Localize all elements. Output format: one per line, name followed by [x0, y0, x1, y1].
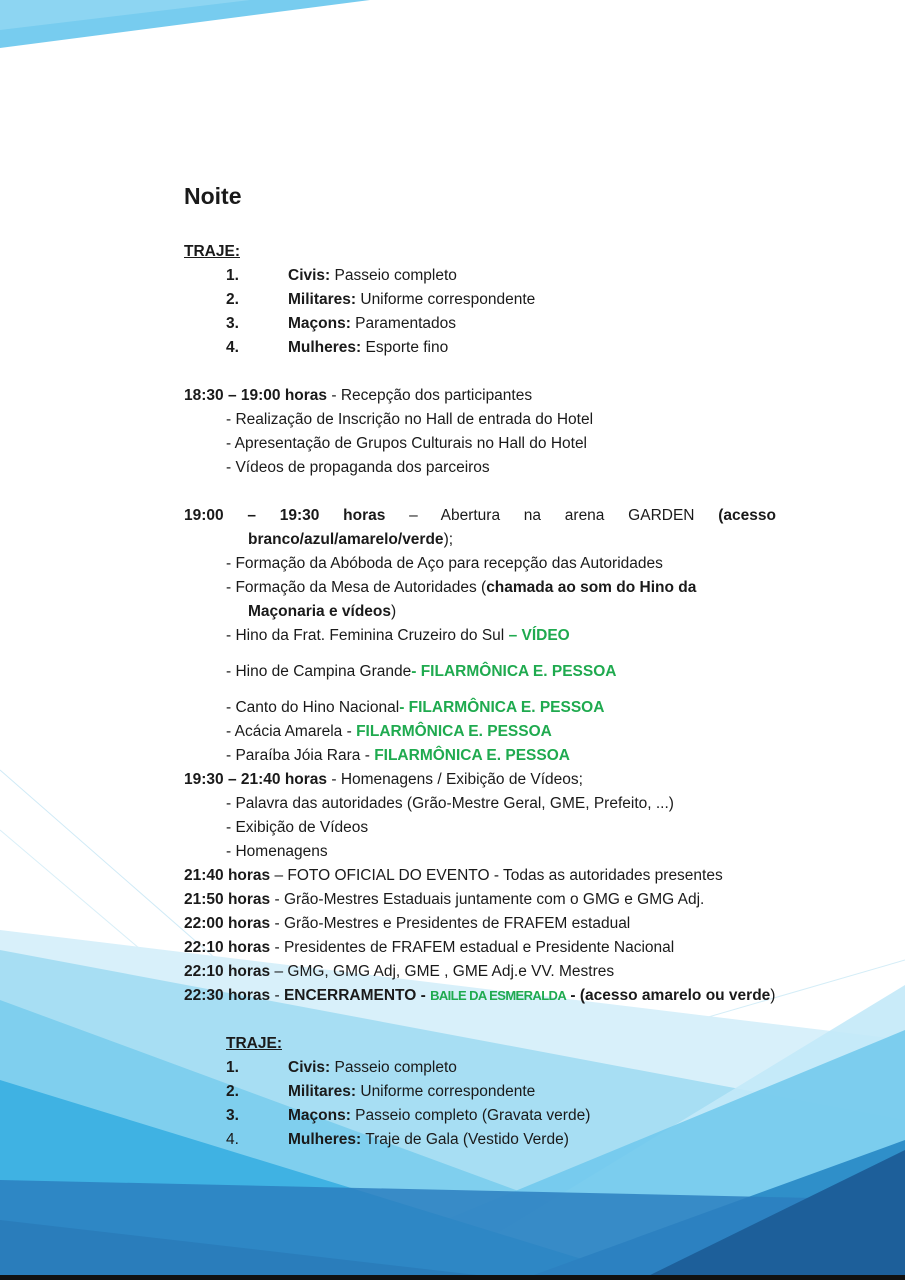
schedule-entry: 19:30 – 21:40 horas - Homenagens / Exibição de Vídeos;: [184, 771, 583, 788]
schedule-entry: 19:00 – 19:30 horas – Abertura na arena GARDEN (acesso: [184, 507, 776, 524]
list-item: 2. Militares: Uniforme correspondente: [226, 1083, 536, 1100]
list-item: 4. Mulheres: Esporte fino: [226, 339, 449, 356]
schedule-entry: 22:00 horas - Grão-Mestres e Presidentes de FRAFEM estadual: [184, 915, 631, 932]
schedule-subitem-continuation: Maçonaria e vídeos): [248, 603, 397, 620]
schedule-entry: 18:30 – 19:00 horas - Recepção dos participantes: [184, 387, 533, 404]
schedule-entry: 22:10 horas - Presidentes de FRAFEM estadual e Presidente Nacional: [184, 939, 675, 956]
schedule-subitem: - Homenagens: [226, 843, 328, 860]
schedule-subitem: - Hino de Campina Grande- FILARMÔNICA E. PESSOA: [226, 663, 617, 680]
schedule-subitem: - Formação da Abóboda de Aço para recepção das Autoridades: [226, 555, 663, 572]
list-item: 3. Maçons: Passeio completo (Gravata verde): [226, 1107, 591, 1124]
list-item: 2. Militares: Uniforme correspondente: [226, 291, 536, 308]
schedule-subitem: - Formação da Mesa de Autoridades (chamada ao som do Hino da: [226, 579, 697, 596]
schedule-entry: 22:10 horas – GMG, GMG Adj, GME , GME Adj.e VV. Mestres: [184, 963, 615, 980]
page-title: Noite: [184, 183, 242, 209]
schedule-entry-closing: 22:30 horas - ENCERRAMENTO - BAILE DA ESMERALDA - (acesso amarelo ou verde): [184, 987, 776, 1004]
traje-heading: TRAJE:: [226, 1035, 282, 1052]
list-item: 3. Maçons: Paramentados: [226, 315, 456, 332]
schedule-subitem: - Realização de Inscrição no Hall de entrada do Hotel: [226, 411, 594, 428]
schedule-subitem: - Paraíba Jóia Rara - FILARMÔNICA E. PESSOA: [226, 747, 570, 764]
schedule-subitem: - Apresentação de Grupos Culturais no Hall do Hotel: [226, 435, 588, 452]
schedule-entry: 21:40 horas – FOTO OFICIAL DO EVENTO - Todas as autoridades presentes: [184, 867, 723, 884]
schedule-subitem: - Canto do Hino Nacional- FILARMÔNICA E. PESSOA: [226, 699, 605, 716]
schedule-subitem: - Exibição de Vídeos: [226, 819, 369, 836]
list-item: 1. Civis: Passeio completo: [226, 1059, 457, 1076]
schedule-entry: 21:50 horas - Grão-Mestres Estaduais juntamente com o GMG e GMG Adj.: [184, 891, 705, 908]
schedule-subitem: - Hino da Frat. Feminina Cruzeiro do Sul – VÍDEO: [226, 627, 570, 644]
list-item: 1. Civis: Passeio completo: [226, 267, 457, 284]
list-item: 4. Mulheres: Traje de Gala (Vestido Verde): [226, 1131, 569, 1148]
schedule-subitem: - Palavra das autoridades (Grão-Mestre Geral, GME, Prefeito, ...): [226, 795, 674, 812]
schedule-subitem: - Vídeos de propaganda dos parceiros: [226, 459, 490, 476]
traje-heading: TRAJE:: [184, 243, 240, 260]
schedule-entry-continuation: branco/azul/amarelo/verde);: [248, 531, 454, 548]
schedule-subitem: - Acácia Amarela - FILARMÔNICA E. PESSOA: [226, 723, 552, 740]
